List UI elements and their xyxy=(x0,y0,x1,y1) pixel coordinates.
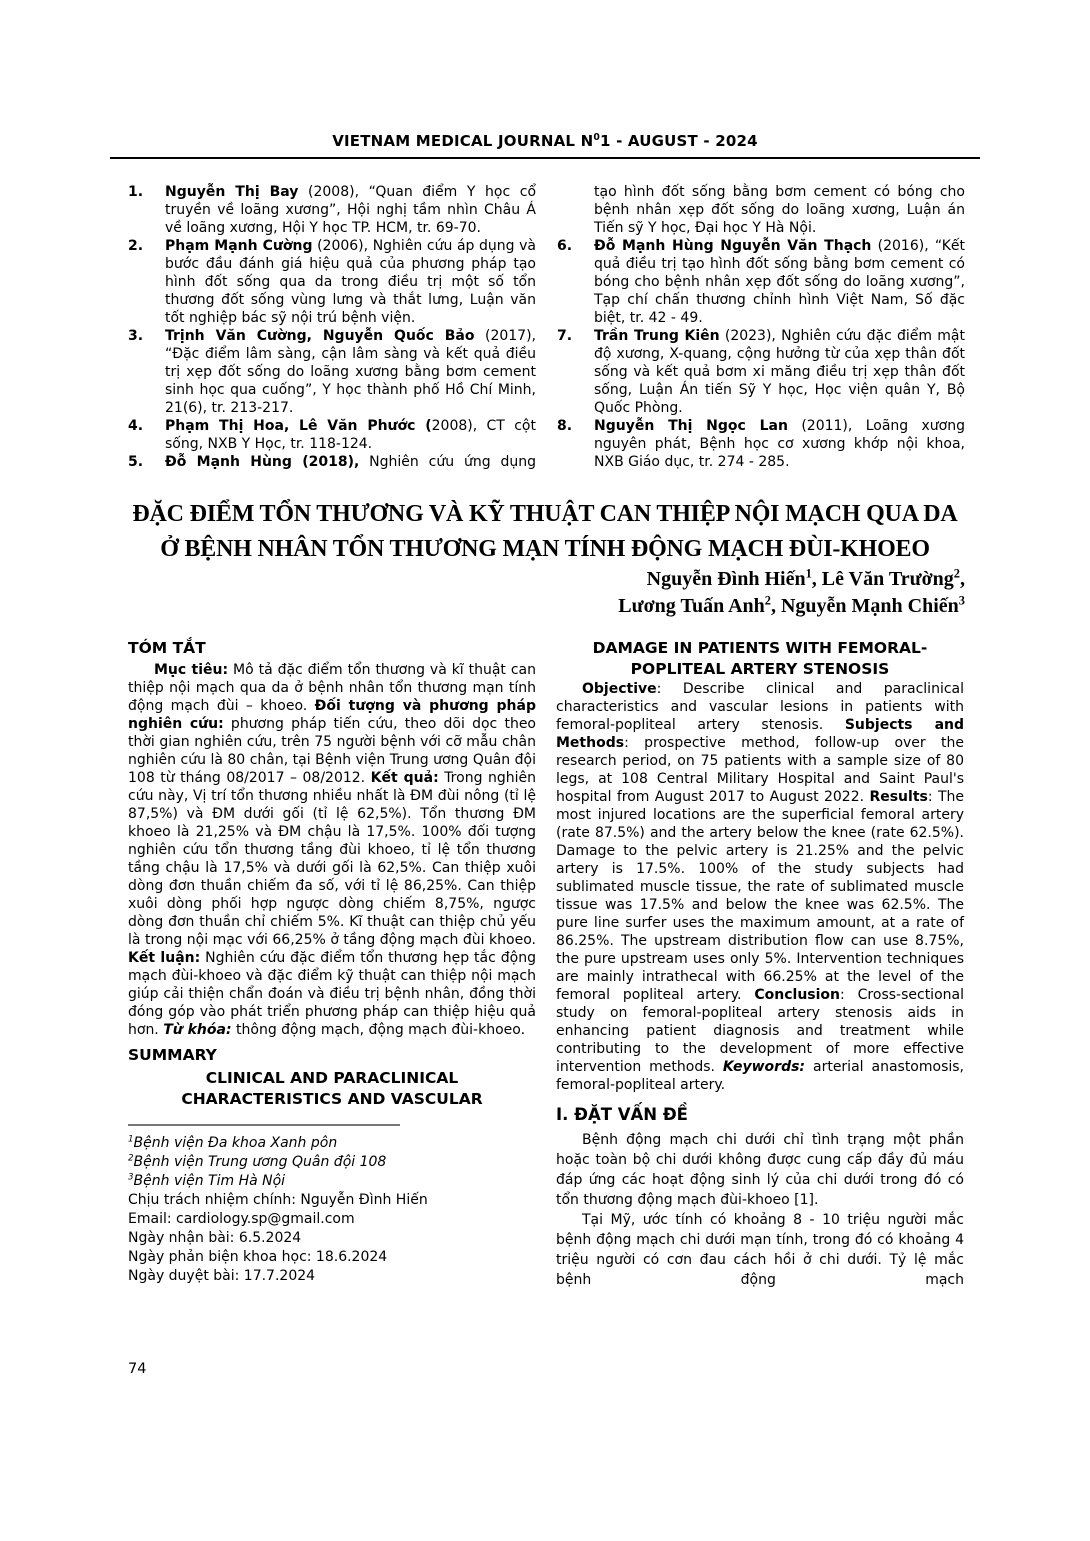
reference-list xyxy=(128,183,965,471)
reference-item-8 xyxy=(557,417,965,471)
affiliations xyxy=(128,1134,536,1191)
reference-text: Đỗ Mạnh Hùng Nguyễn Văn Thạch (2016), “Kết quả điều trị tạo hình đốt sống bằng bơm cement có bóng cho bệnh nhân xẹp đốt sống do loãng xương”, Tạp chí chấn thương chỉnh hình Việt Nam, Số đặc biệt, tr. 42 - 49. xyxy=(594,238,965,326)
reference-item-3 xyxy=(128,327,536,417)
abstract-heading: TÓM TẮT xyxy=(128,639,206,657)
footnote-separator xyxy=(128,1124,400,1126)
reference-number: 3. xyxy=(128,328,144,344)
reference-item-6 xyxy=(557,237,965,327)
article-title-line-2: Ở BỆNH NHÂN TỔN THƯƠNG MẠN TÍNH ĐỘNG MẠCH ĐÙI-KHOEO xyxy=(160,536,930,562)
affiliation-3: $^3$Bệnh viện Tim Hà Nội xyxy=(128,1172,286,1189)
reference-item-5 xyxy=(128,453,536,471)
introduction-paragraph-1: Bệnh động mạch chi dưới chỉ tình trạng một phần hoặc toàn bộ chi dưới không được cung cấp đầy đủ máu đáp ứng các hoạt động sinh lý của chi dưới trong đó có tổn thương động mạch đùi-khoeo [1]. xyxy=(556,1132,964,1208)
abstract-english-text: Objective: Describe clinical and paraclinical characteristics and vascular lesions in patients with femoral-popliteal artery stenosis. Subjects and Methods: prospective method, follow-up over the research period, on 75 patients with a sample size of 80 legs, at 108 Central Military Hospital and Saint Paul's hospital from August 2017 to August 2022. Results: The most injured locations are the superficial femoral artery (rate 87.5%) and the artery below the knee (rate 62.5%). Damage to the pelvic artery is 21.25% and the pelvic artery is 17.5%. 100% of the study subjects had sublimated muscle tissue, the rate of sublimated muscle tissue was 17.5% and below the knee was 62.5%. The pure line surfer uses the maximum amount, at a rate of 86.25%. The upstream distribution flow can use 8.75%, the pure upstream uses only 5%. Intervention techniques are mainly intrathecal with 66.25% at the level of the femoral popliteal artery. Conclusion: Cross-sectional study on femoral-popliteal artery stenosis aids in enhancing patient diagnosis and treatment while contributing to the development of more effective intervention methods. Keywords: arterial anastomosis, femoral-popliteal artery. xyxy=(556,681,965,1093)
summary-title-line: DAMAGE IN PATIENTS WITH FEMORAL- xyxy=(592,639,928,657)
article-title xyxy=(110,497,980,567)
received-date-line: Ngày nhận bài: 6.5.2024 xyxy=(128,1230,302,1246)
introduction-heading: I. ĐẶT VẤN ĐỀ xyxy=(556,1105,688,1124)
abstract-vietnamese-text: Mục tiêu: Mô tả đặc điểm tổn thương và kĩ thuật can thiệp nội mạch qua da ở bệnh nhân tổn thương mạn tính động mạch đùi – khoeo. Đối tượng và phương pháp nghiên cứu: phương pháp tiến cứu, theo dõi dọc theo thời gian nghiên cứu, trên 75 người bệnh với cỡ mẫu chân nghiên cứu là 80 chân, tại Bệnh viện Trung ương Quân đội 108 từ tháng 08/2017 – 08/2012. Kết quả: Trong nghiên cứu này, Vị trí tổn thương nhiều nhất là ĐM đùi nông (tỉ lệ 87,5%) và ĐM dưới gối (tỉ lệ 62,5%). Tổn thương ĐM khoeo là 21,25% và ĐM chậu là 17,5%. 100% đối tượng nghiên cứu tổn thương tầng đùi khoeo, tỉ lệ tổn thương tầng chậu là 17,5% và dưới gối là 62,5%. Can thiệp xuôi dòng đơn thuần chiếm đa số, với tỉ lệ 86,25%. Can thiệp xuôi dòng phối hợp ngược dòng chiếm 8,75%, ngược dòng đơn thuần chỉ chiếm 5%. Kĩ thuật can thiệp chủ yếu là trong nội mạc với 66,25% ở tầng động mạch đùi khoeo. Kết luận: Nghiên cứu đặc điểm tổn thương hẹp tắc động mạch đùi-khoeo và đặc điểm kỹ thuật can thiệp nội mạch giúp cải thiện chẩn đoán và điều trị bệnh nhân, đồng thời đóng góp vào phát triển phương pháp can thiệp hiệu quả hơn. Từ khóa: thông động mạch, động mạch đùi-khoeo. xyxy=(128,662,537,1038)
reference-item-1 xyxy=(128,183,536,237)
reference-number: 7. xyxy=(557,328,573,344)
reviewed-date-line: Ngày phản biện khoa học: 18.6.2024 xyxy=(128,1249,388,1265)
authors-line-1: Nguyễn Đình Hiến$^1$, Lê Văn Trường$^2$, xyxy=(646,566,965,590)
introduction-paragraph-2: Tại Mỹ, ước tính có khoảng 8 - 10 triệu người mắc bệnh động mạch chi dưới mạn tính, trong đó có khoảng 4 triệu người có cơn đau cách hồi ở chi dưới. Tỷ lệ mắc bệnh động mạch xyxy=(556,1212,964,1288)
reference-text: Trần Trung Kiên (2023), Nghiên cứu đặc điểm mật độ xương, X-quang, cộng hưởng từ của xẹp thân đốt sống và kết quả bơm xi măng điều trị xẹp thân đốt sống, Luận Án tiến Sỹ Y học, Học viện quân Y, Bộ Quốc Phòng. xyxy=(594,328,966,416)
authors-line-2: Lương Tuấn Anh$^2$, Nguyễn Mạnh Chiến$^3$ xyxy=(618,593,965,617)
reference-text: Nguyễn Thị Ngọc Lan (2011), Loãng xương nguyên phát, Bệnh học cơ xương khớp nội khoa, NXB Giáo dục, tr. 274 - 285. xyxy=(594,418,965,470)
summary-title-right xyxy=(556,638,964,680)
summary-title-line: CHARACTERISTICS AND VASCULAR xyxy=(181,1090,483,1108)
reference-number: 6. xyxy=(557,238,573,254)
body-left-column xyxy=(128,638,536,1286)
reference-number: 1. xyxy=(128,184,144,200)
page-number: 74 xyxy=(128,1361,147,1377)
article-title-line-1: ĐẶC ĐIỂM TỔN THƯƠNG VÀ KỸ THUẬT CAN THIỆP NỘI MẠCH QUA DA xyxy=(132,501,958,527)
reference-list-left-column xyxy=(128,183,536,471)
body-right-column xyxy=(556,638,964,1290)
reference-list-right-column xyxy=(557,183,965,471)
reference-number: 2. xyxy=(128,238,144,254)
summary-title-line: CLINICAL AND PARACLINICAL xyxy=(205,1069,459,1087)
accepted-date-line: Ngày duyệt bài: 17.7.2024 xyxy=(128,1268,316,1284)
reference-number: 8. xyxy=(557,418,573,434)
reference-item-4 xyxy=(128,417,536,453)
reference-number: 4. xyxy=(128,418,144,434)
reference-text: Phạm Mạnh Cường (2006), Nghiên cứu áp dụng và bước đầu đánh giá hiệu quả của phương pháp tạo hình đốt sống qua da trong điều trị một số tổn thương đốt sống vùng lưng và thắt lưng, Luận văn tốt nghiệp bác sỹ nội trú bệnh viện. xyxy=(165,238,537,326)
reference-text: Trịnh Văn Cường, Nguyễn Quốc Bảo (2017), “Đặc điểm lâm sàng, cận lâm sàng và kết quả điều trị xẹp đốt sống do loãng xương bằng bơm cement sinh học qua cuống”, Y học thành phố Hồ Chí Minh, 21(6), tr. 213-217. xyxy=(165,328,537,416)
reference-item-7 xyxy=(557,327,965,417)
reference-item-5-continuation: tạo hình đốt sống bằng bơm cement có bóng cho bệnh nhân xẹp đốt sống do loãng xương, Luận án Tiến sỹ Y học, Đại học Y Hà Nội. xyxy=(594,184,965,236)
article-authors xyxy=(430,566,965,620)
journal-title: VIETNAM MEDICAL JOURNAL $N^01$ - AUGUST - 2024 xyxy=(332,132,758,150)
summary-title-line: POPLITEAL ARTERY STENOSIS xyxy=(630,660,890,678)
reference-text: Đỗ Mạnh Hùng (2018), Nghiên cứu ứng dụng xyxy=(165,454,536,470)
corresponding-author-line: Chịu trách nhiệm chính: Nguyễn Đình Hiến xyxy=(128,1192,428,1208)
reference-item-2 xyxy=(128,237,536,327)
reference-text: Phạm Thị Hoa, Lê Văn Phước (2008), CT cột sống, NXB Y Học, tr. 118-124. xyxy=(165,418,536,452)
affiliation-2: $^2$Bệnh viện Trung ương Quân đội 108 xyxy=(128,1153,387,1170)
email-line: Email: cardiology.sp@gmail.com xyxy=(128,1211,355,1227)
reference-number: 5. xyxy=(128,454,144,470)
footnote-lines xyxy=(128,1191,536,1286)
reference-text: Nguyễn Thị Bay (2008), “Quan điểm Y học cổ truyền về loãng xương”, Hội nghị tầm nhìn Châu Á về loãng xương, Hội Y học TP. HCM, tr. 69-70. xyxy=(165,184,537,236)
running-head xyxy=(110,132,980,159)
affiliation-1: $^1$Bệnh viện Đa khoa Xanh pôn xyxy=(128,1134,338,1151)
summary-heading: SUMMARY xyxy=(128,1046,217,1064)
summary-title-left xyxy=(128,1068,536,1110)
